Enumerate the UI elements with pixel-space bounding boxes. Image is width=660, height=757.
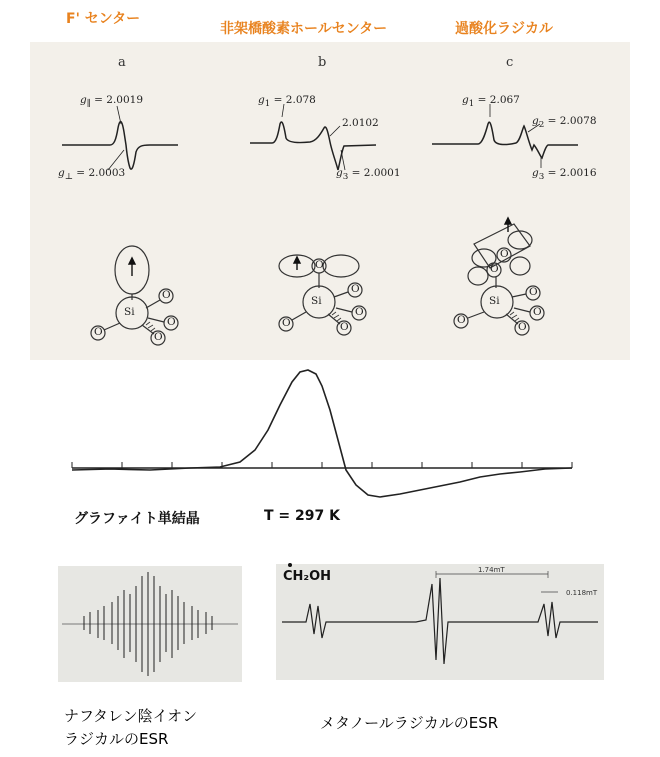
g-value-c-g3: 2.0016 bbox=[559, 167, 597, 179]
g-value-b-g1: 2.078 bbox=[285, 94, 316, 106]
g-value-a-top: 2.0019 bbox=[106, 94, 144, 106]
naphthalene-spectrum bbox=[58, 566, 242, 682]
oxygen-label: O bbox=[457, 314, 466, 326]
oxygen-label: O bbox=[282, 317, 291, 329]
naphthalene-caption-line1: ナフタレン陰イオン bbox=[64, 707, 198, 725]
g-value-c-g1: 2.067 bbox=[489, 94, 520, 106]
oxygen-label: O bbox=[490, 263, 499, 275]
oxygen-label: O bbox=[533, 306, 542, 318]
oxygen-label: O bbox=[500, 248, 509, 260]
panel-label-c: c bbox=[506, 55, 514, 70]
atom-si-b: Si bbox=[311, 295, 322, 307]
g-label-a-top: $g_\parallel = 2.0019$ bbox=[80, 94, 144, 110]
methanol-formula: CH₂OH bbox=[283, 569, 332, 584]
oxygen-label: O bbox=[340, 321, 349, 333]
methanol-split-small: 0.118mT bbox=[566, 589, 598, 597]
g-label-c-g3: $g_3 = 2.0016$ bbox=[532, 167, 597, 183]
oxygen-label: O bbox=[355, 306, 364, 318]
graphite-caption: グラファイト単結晶 bbox=[74, 511, 200, 527]
atom-si-a: Si bbox=[124, 306, 135, 318]
header-nbohc: 非架橋酸素ホールセンター bbox=[220, 21, 388, 37]
header-f-center: F' センター bbox=[66, 11, 141, 27]
oxygen-label: O bbox=[518, 321, 527, 333]
panel-label-b: b bbox=[318, 55, 327, 70]
g-label-b-g1: $g_1 = 2.078$ bbox=[258, 94, 316, 110]
oxygen-label: O bbox=[154, 331, 163, 343]
oxygen-label: O bbox=[162, 289, 171, 301]
oxygen-label: O bbox=[167, 316, 176, 328]
g-value-b-g3: 2.0001 bbox=[363, 167, 401, 179]
g-value-a-bottom: 2.0003 bbox=[88, 167, 126, 179]
panel-label-a: a bbox=[118, 55, 126, 70]
header-peroxy-radical: 過酸化ラジカル bbox=[455, 21, 553, 37]
g-value-c-g2: 2.0078 bbox=[559, 115, 597, 127]
methanol-split-main: 1.74mT bbox=[478, 566, 505, 574]
oxygen-label: O bbox=[351, 283, 360, 295]
g-value-b-g2: 2.0102 bbox=[342, 117, 379, 129]
oxygen-label: O bbox=[94, 326, 103, 338]
g-label-b-g3: $g_3 = 2.0001$ bbox=[336, 167, 401, 183]
atom-si-c: Si bbox=[489, 295, 500, 307]
g-label-c-g2: $g_2 = 2.0078$ bbox=[532, 115, 597, 131]
oxygen-label: O bbox=[529, 286, 538, 298]
graphite-temperature: T = 297 K bbox=[264, 508, 340, 524]
methanol-spectrum bbox=[276, 564, 604, 680]
methanol-caption: メタノールラジカルのESR bbox=[320, 714, 499, 732]
g-label-a-bottom: $g_\perp = 2.0003$ bbox=[58, 167, 126, 183]
oxygen-label: O bbox=[315, 259, 324, 271]
g-label-c-g1: $g_1 = 2.067$ bbox=[462, 94, 520, 110]
naphthalene-caption-line2: ラジカルのESR bbox=[64, 730, 169, 748]
